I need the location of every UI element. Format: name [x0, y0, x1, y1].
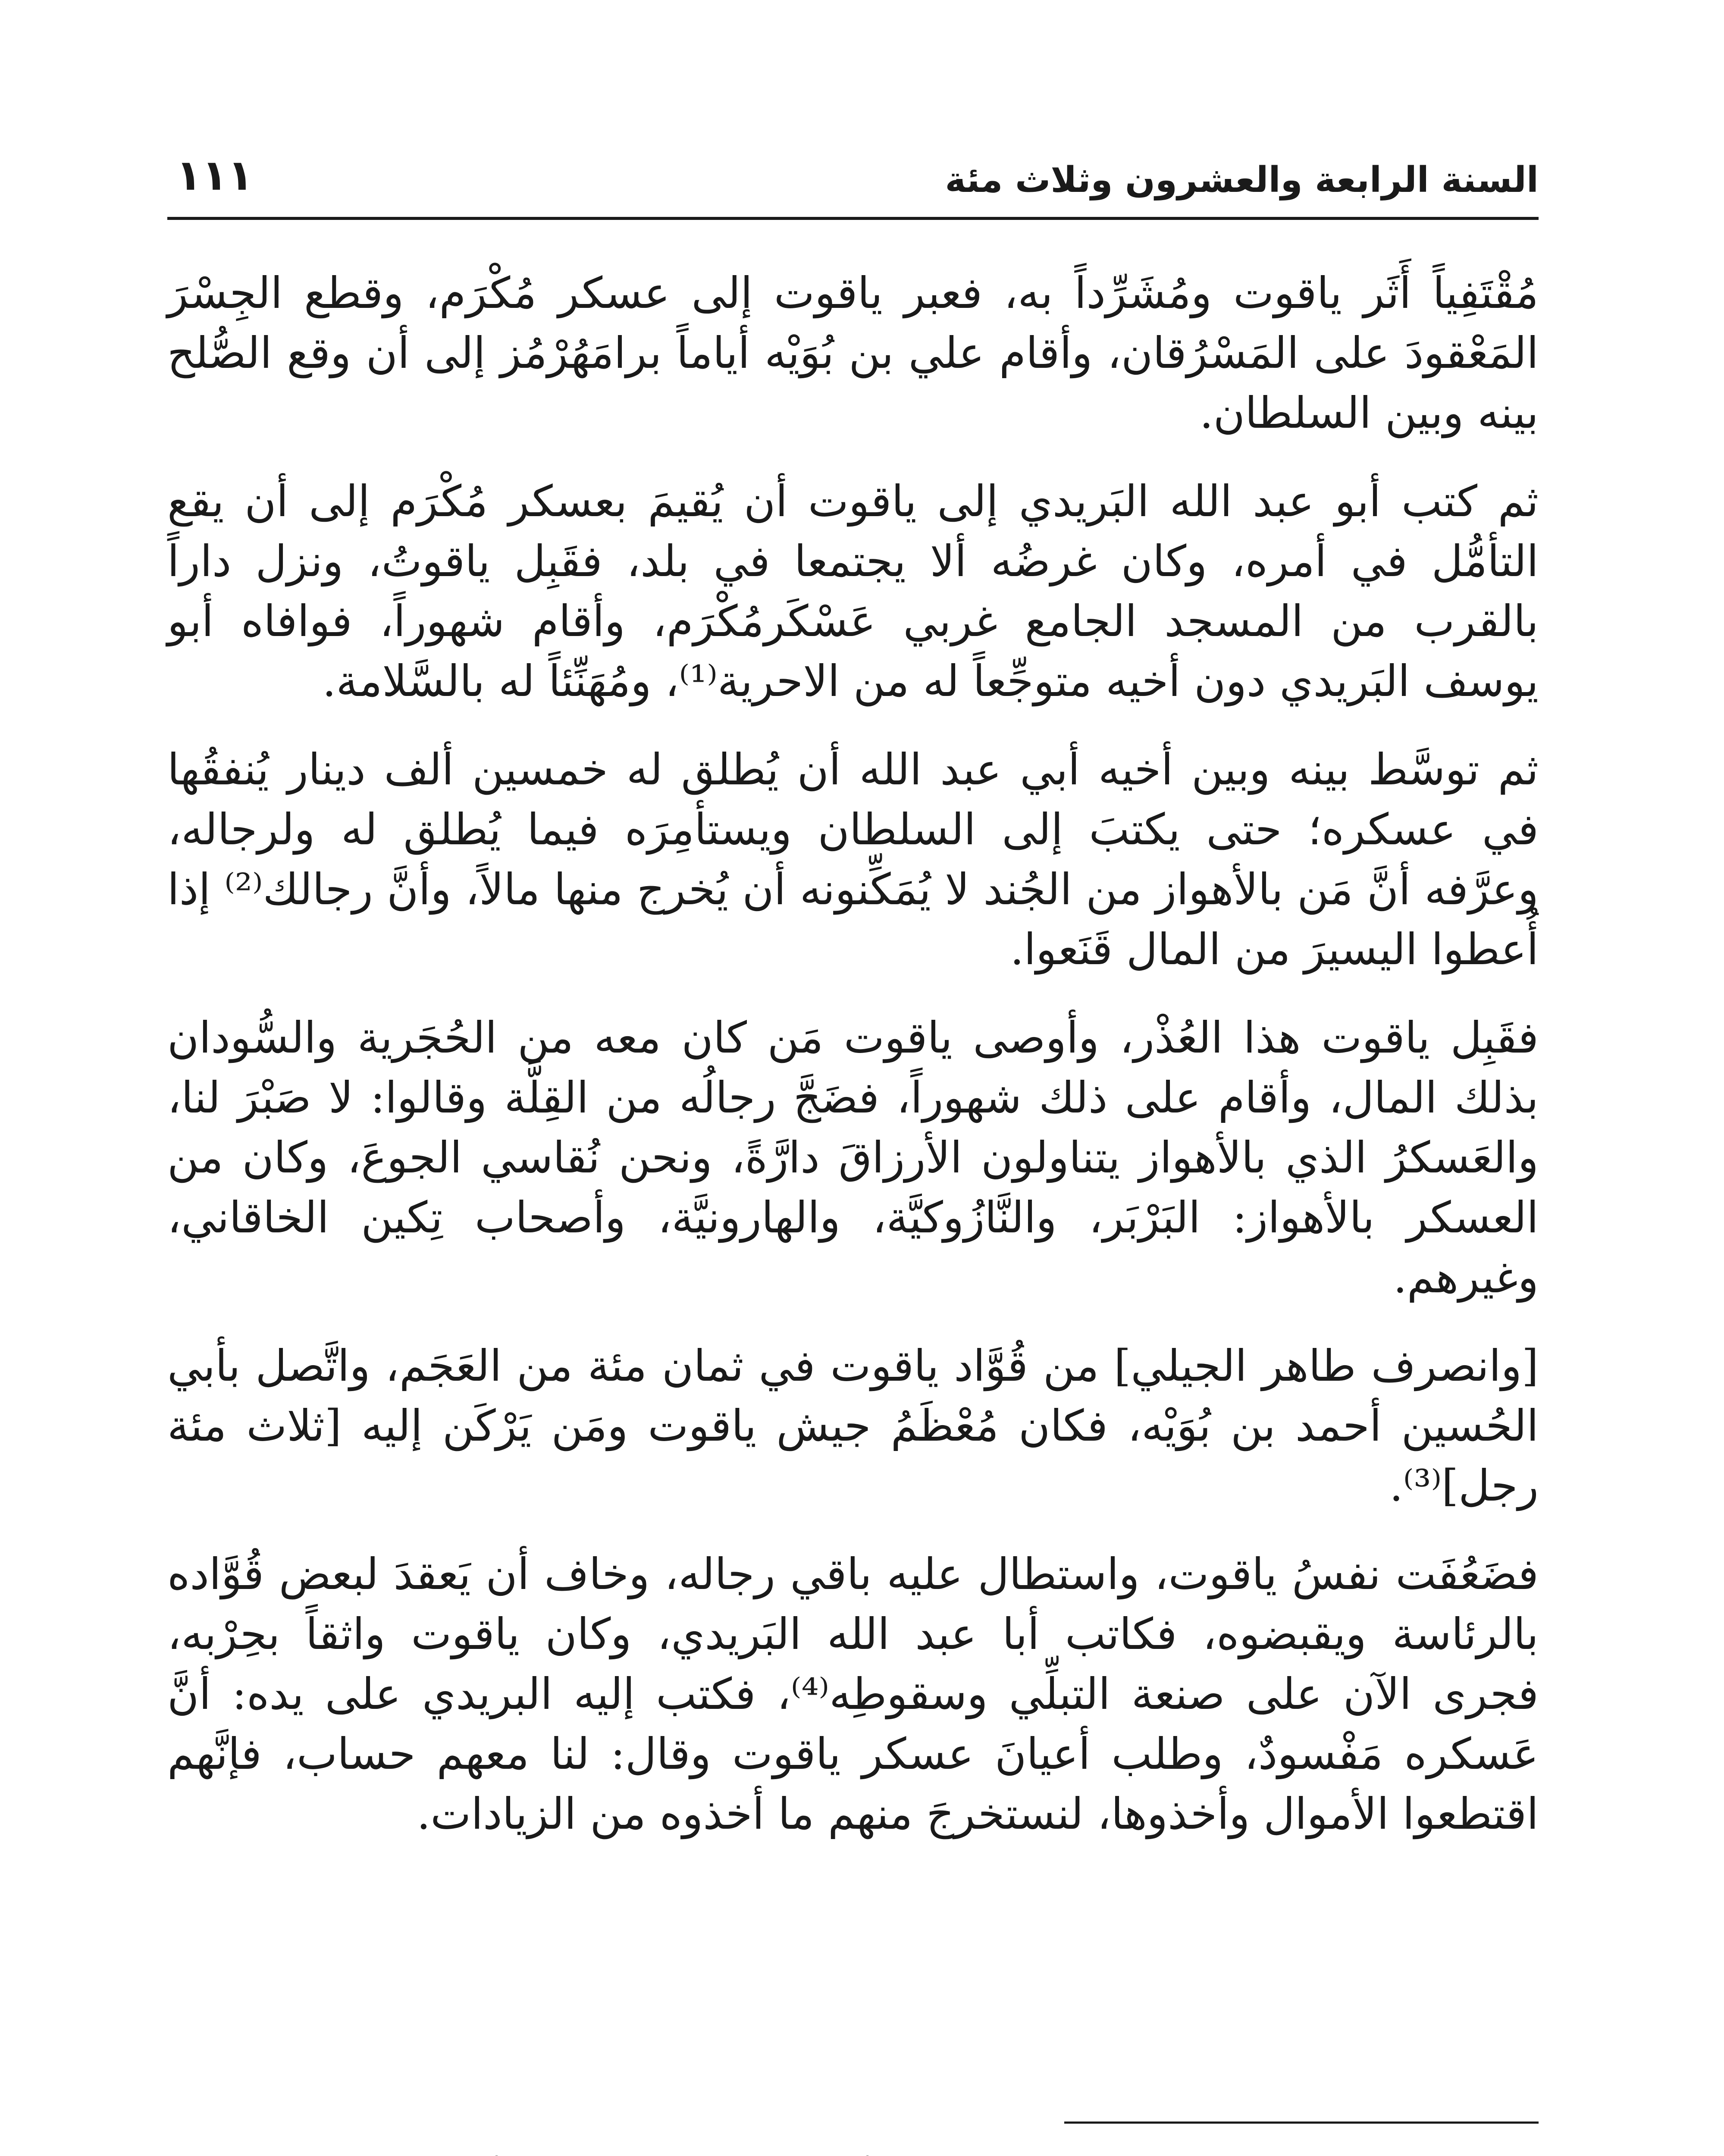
main-text	[167, 263, 1539, 1872]
footnote-divider	[1064, 2122, 1539, 2124]
paragraph: [وانصرف طاهر الجيلي] من قُوَّاد ياقوت في ثمان مئة من العَجَم، واتَّصل بأبي الحُسين أحمد بن بُوَيْه، فكان مُعْظَمُ جيش ياقوت ومَن يَرْكَن إليه [ثلاث مئة رجل]⁽³⁾.	[167, 1341, 1539, 1511]
running-title: السنة الرابعة والعشرون وثلاث مئة	[945, 160, 1539, 201]
paragraph: مُقْتَفِياً أَثَر ياقوت ومُشَرِّداً به، فعبر ياقوت إلى عسكر مُكْرَم، وقطع الجِسْرَ المَعْقودَ على المَسْرُقان، وأقام علي بن بُوَيْه أياماً برامَهُرْمُز إلى أن وقع الصُّلح بينه وبين السلطان.	[167, 268, 1539, 438]
running-header	[167, 142, 1539, 220]
footnotes	[167, 2150, 1539, 2156]
paragraph: ثم كتب أبو عبد الله البَريدي إلى ياقوت أن يُقيمَ بعسكر مُكْرَم إلى أن يقع التأمُّل في أمره، وكان غرضُه ألا يجتمعا في بلد، فقَبِل ياقوتُ، ونزل داراً بالقرب من المسجد الجامع غربي عَسْكَرمُكْرَم، وأقام شهوراً، فوافاه أبو يوسف البَريدي دون أخيه متوجِّعاً له من الاحرية⁽¹⁾، ومُهَنِّئاً له بالسَّلامة.	[167, 476, 1539, 706]
paragraph: فضَعُفَت نفسُ ياقوت، واستطال عليه باقي رجاله، وخاف أن يَعقدَ لبعض قُوَّاده بالرئاسة ويقبضوه، فكاتب أبا عبد الله البَريدي، وكان ياقوت واثقاً بحِرْبه، فجرى الآن على صنعة التبلِّي وسقوطِه⁽⁴⁾، فكتب إليه البريدي على يده: أنَّ عَسكره مَفْسودٌ، وطلب أعيانَ عسكر ياقوت وقال: لنا معهم حساب، فإنَّهم اقتطعوا الأموال وأخذوها، لنستخرجَ منهم ما أخذوه من الزيادات.	[167, 1549, 1539, 1839]
footnote	[167, 2150, 1539, 2156]
paragraph: ثم توسَّط بينه وبين أخيه أبي عبد الله أن يُطلق له خمسين ألف دينار يُنفقُها في عسكره؛ حتى يكتبَ إلى السلطان ويستأمِرَه فيما يُطلق له ولرجاله، وعرَّفه أنَّ مَن بالأهواز من الجُند لا يُمَكِّنونه أن يُخرج منها مالاً، وأنَّ رجالك⁽²⁾ إذا أُعطوا اليسيرَ من المال قَنَعوا.	[167, 744, 1539, 975]
page-number: ١١١	[176, 151, 254, 200]
paragraph: فقَبِل ياقوت هذا العُذْر، وأوصى ياقوت مَن كان معه من الحُجَرية والسُّودان بذلك المال، وأقام على ذلك شهوراً، فضَجَّ رجالُه من القِلَّة وقالوا: لا صَبْرَ لنا، والعَسكرُ الذي بالأهواز يتناولون الأرزاقَ دارَّةً، ونحن نُقاسي الجوعَ، وكان من العسكر بالأهواز: البَرْبَر، والنَّازُوكيَّة، والهارونيَّة، وأصحاب تِكين الخاقاني، وغيرهم.	[167, 1012, 1539, 1303]
